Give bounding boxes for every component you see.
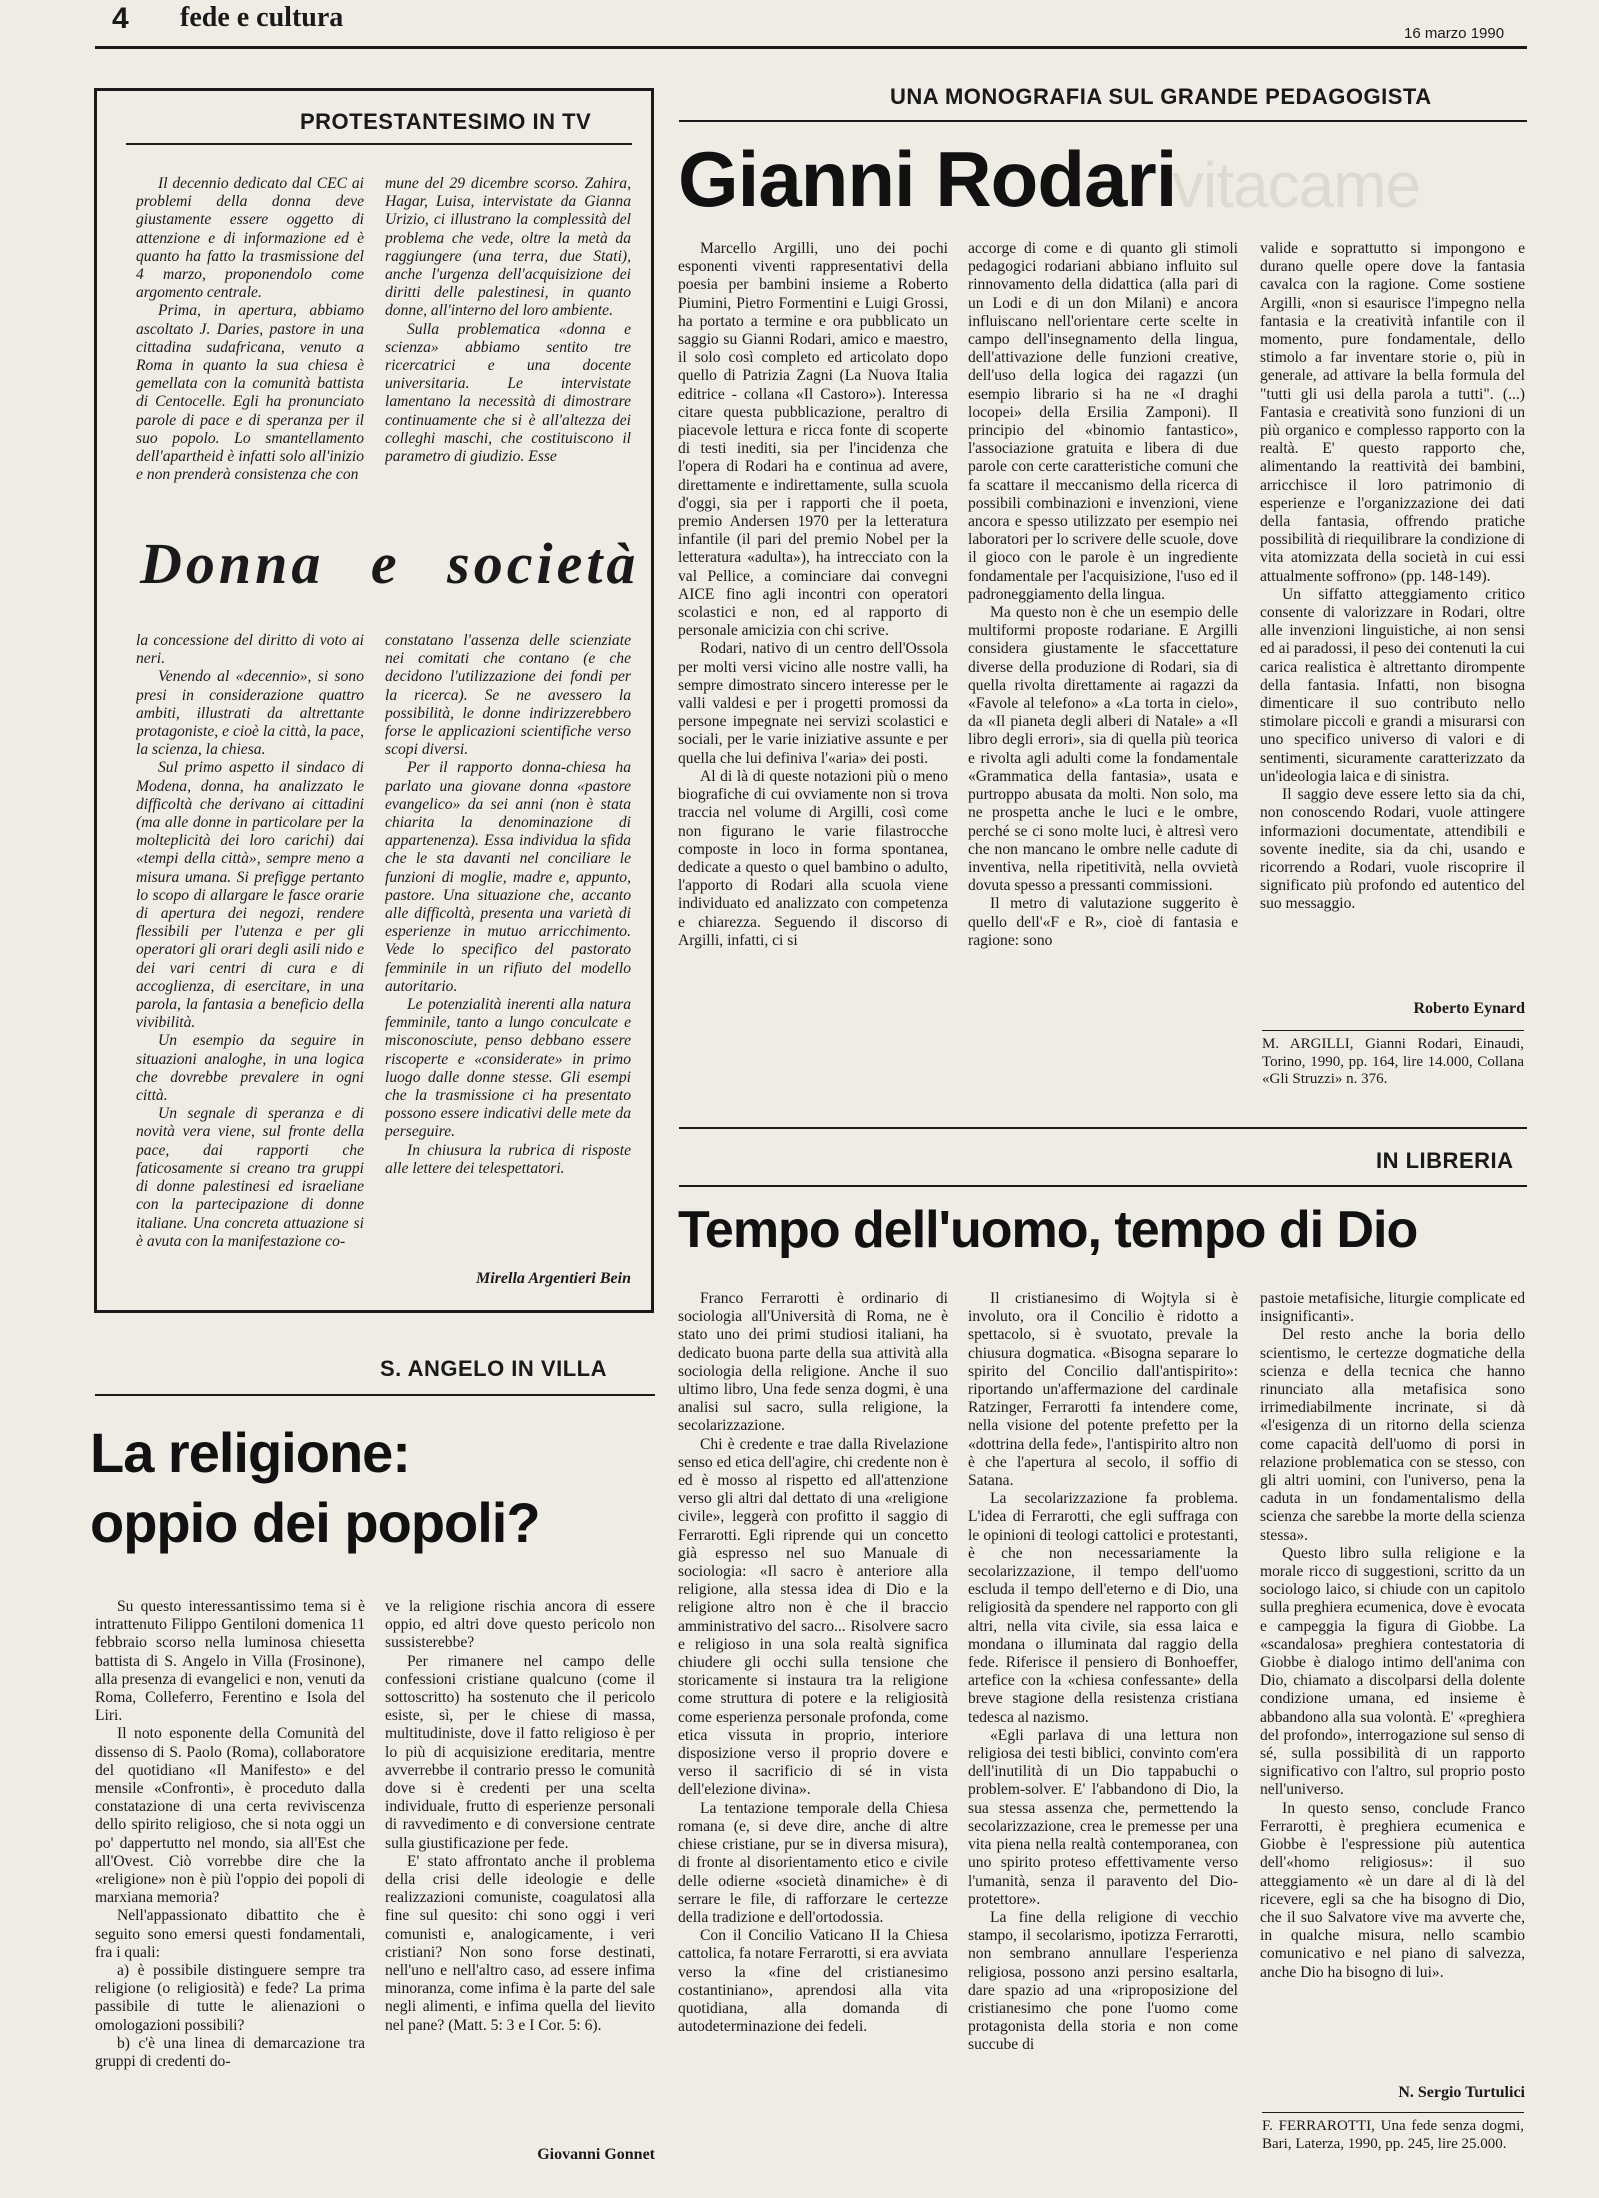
- paragraph: Del resto anche la boria dello scientismo, le certezze dogmatiche della scienza e della tecnica che hanno rinunciato alla metafisica sono irrimediabilmente incrinate, si dà «l'esigenza di un ritorno della scienza come capacità dell'uomo di porsi in relazione problematica con se stesso, con gli altri uomini, con l'universo, pena la caduta in un fondamentalismo della scienza che sarebbe la morte della scienza stessa».: [1260, 1326, 1525, 1544]
- paragraph: ve la religione rischia ancora di essere oppio, ed altri dove questo pericolo non sussisterebbe?: [385, 1598, 655, 1652]
- rodari-bottom-rule: [679, 1127, 1527, 1129]
- paragraph: Su questo interessantissimo tema si è intrattenuto Filippo Gentiloni domenica 11 febbraio scorso nella luminosa chiesetta battista di S. Angelo in Villa (Frosinone), alla presenza di evangelici e non, venuti da Roma, Colleferro, Ferentino e Isola del Liri.: [95, 1598, 365, 1725]
- section-title: fede e cultura: [180, 2, 344, 33]
- paragraph: Al di là di queste notazioni più o meno biografiche di cui ovviamente non si trova traccia nel volume di Argilli, così come non figurano le varie filastrocche composte in loco in forma spontanea, dedicate a questo o quel bambino o adulto, l'apporto di Rodari alla scuola viene individuato ed analizzato con competenza e chiarezza. Seguendo il discorso di Argilli, infatti, ci si: [678, 767, 948, 949]
- religione-col2: [385, 1598, 655, 2138]
- protestantesimo-headline: Donna e società: [140, 531, 640, 596]
- paragraph: E' stato affrontato anche il problema della crisi delle ideologie e delle realizzazioni comuniste, coagulatosi alla fine sul quesito: chi sono oggi i veri comunisti e, analogicamente, i veri cristiani? Non sono forse destinati, nell'uno e nell'altro caso, ad essere infima minoranza, come infima è la parte del sale negli alimenti, e infima quella del lievito nel pane? (Matt. 5: 3 e I Cor. 5: 6).: [385, 1852, 655, 2034]
- paragraph: Prima, in apertura, abbiamo ascoltato J. Daries, pastore in una cittadina sudafricana, venuto a Roma in quanto la sua chiesa è gemellata con la comunità battista di Centocelle. Egli ha pronunciato parole di pace e di speranza per il suo popolo. Lo smantellamento dell'apartheid è infatti solo all'inizio e non prenderà consistenza che con: [136, 302, 364, 484]
- tempo-col1: [678, 1290, 948, 2170]
- paragraph: valide e soprattutto si impongono e durano quelle opere dove la fantasia cavalca con la ragione. Come sostiene Argilli, «non si esaurisce l'impegno nella fantasia e la creatività infantile con il momento, pure fondamentale, dello stimolo a far inventare storie o, più in generale, ad attivare la bella formula del "tutti gli usi della parola a tutti". (...) Fantasia e creatività sono funzioni di un più organico e complesso rapporto con la realtà. E' questo rapporto che, alimentando la reattività dei bambini, arricchisce il loro patrimonio di esperienze e l'organizzazione dei dati della fantasia, offrendo pratiche possibilità di riequilibrare la condizione di vita atomizzata della società in cui essi attualmente soffrono» (pp. 148-149).: [1260, 240, 1525, 585]
- paragraph: Marcello Argilli, uno dei pochi esponenti viventi rappresentativi della poesia per bambini insieme a Roberto Piumini, Pietro Formentini e Luigi Grossi, ha portato a termine e ora pubblicato un saggio su Gianni Rodari, amico e maestro, il solo così completo ed articolato dopo quello di Patrizia Zagni (La Nuova Italia editrice - collana «Il Castoro»). Interessa citare questa pubblicazione, peraltro di piacevole lettura e ricca fonte di scoperte di testi inediti, sia per l'incidenza che l'opera di Rodari ha e continua ad avere, direttamente e indirettamente, sulla scuola d'oggi, sia per i rapporti che il poeta, premio Andersen 1970 per la letteratura infantile (il pari del premio Nobel per la letteratura «adulta»), ha intrecciato con la val Pellice, a cominciare dai convegni AICE fino agli incontri con operatori scolastici e non, ed al rapporto di personale amicizia con chi scrive.: [678, 240, 948, 640]
- paragraph: In chiusura la rubrica di risposte alle lettere dei telespettatori.: [385, 1141, 631, 1177]
- paragraph: Rodari, nativo di un centro dell'Ossola per molti versi vicino alle nostre valli, ha sempre dimostrato sincero interesse per le valli valdesi e per i progetti promossi da persone impegnate nei servizi scolastici e sociali, per le varie iniziative assunte e per quella che lui definiva l'«aria» dei posti.: [678, 640, 948, 767]
- tempo-bibl-rule: [1262, 2112, 1524, 2113]
- paragraph: Venendo al «decennio», si sono presi in considerazione quattro ambiti, illustrati da altrettante protagoniste, e cioè la città, la pace, la scienza, la chiesa.: [136, 668, 364, 759]
- religione-col1: [95, 1598, 365, 2158]
- paragraph: Nell'appassionato dibattito che è seguito sono emersi questi fondamentali, fra i quali:: [95, 1907, 365, 1961]
- paragraph: Un segnale di speranza e di novità vera viene, sul fronte della pace, dai rapporti che faticosamente si creano tra gruppi di donne palestinesi ed israeliane con la partecipazione di donne italiane. Una concreta attuazione si è avuta con la manifestazione co-: [136, 1105, 364, 1250]
- protestantesimo-col1-bottom: [136, 632, 364, 1292]
- paragraph: La secolarizzazione fa problema. L'idea di Ferrarotti, che egli suffraga con le opinioni di teologi cattolici e protestanti, è che non necessariamente la secolarizzazione, il tempo dell'uomo escluda il tempo dell'eterno e di Dio, una religiosità da spendere nel rapporto con gli altri, nella vita civile, sia essa laica e mondana o illuminata dal raggio della fede. Riferisce il pensiero di Bonhoeffer, artefice con la «chiesa confessante» della breve stagione della resistenza cristiana tedesca al nazismo.: [968, 1490, 1238, 1726]
- paragraph: Chi è credente e trae dalla Rivelazione senso ed etica dell'agire, chi credente non è ed è mosso al rispetto ed all'attenzione verso gli altri dal dettato di una «religione civile», leggerà con profitto il saggio di Ferrarotti. Egli riprende qui un concetto già espresso nel suo Manuale di sociologia: «Il sacro è anteriore alla religione, alla stessa idea di Dio e la religione altro non è che il braccio amministrativo del sacro... Risolvere sacro e religioso in una sola realtà significa chiudere gli occhi sulla tensione che storicamente si instaura tra la religione come struttura di potere e la religiosità come esperienza personale profonda, come etica vissuta in proprio, interiore disposizione verso il proprio dovere e verso il sacrificio di sé in vista dell'elezione divina».: [678, 1435, 948, 1799]
- tempo-signature: N. Sergio Turtulici: [1398, 2084, 1525, 2101]
- protestantesimo-col1-top: [136, 175, 364, 520]
- protestantesimo-signature: Mirella Argentieri Bein: [476, 1270, 631, 1287]
- paragraph: Franco Ferrarotti è ordinario di sociologia all'Università di Roma, ne è stato uno dei primi studiosi italiani, ha dedicato buona parte della sua attività alla sociologia della religione. Anche il suo ultimo libro, Una fede senza dogmi, è una analisi sul sacro, sulla religione, la secolarizzazione.: [678, 1290, 948, 1435]
- paragraph: La tentazione temporale della Chiesa romana (e, si deve dire, anche di altre chiese cristiane, pur se in diversa misura), di fronte al disorientamento etico e civile delle odierne «società dinamiche» è di serrare le file, di rafforzare le certezze della tradizione e dell'ortodossia.: [678, 1799, 948, 1926]
- tempo-kicker: IN LIBRERIA: [1376, 1148, 1514, 1173]
- paragraph: mune del 29 dicembre scorso. Zahira, Hagar, Luisa, intervistate da Gianna Urizio, ci illustrano la complessità del problema che vede, oltre la metà da raggiungere (una terra, due Stati), anche l'urgenza dell'acquisizione dei diritti delle palestinesi, in quanto donne, all'interno del loro ambiente.: [385, 175, 631, 320]
- paragraph: pastoie metafisiche, liturgie complicate ed insignificanti».: [1260, 1290, 1525, 1326]
- rodari-kicker: UNA MONOGRAFIA SUL GRANDE PEDAGOGISTA: [890, 84, 1432, 109]
- religione-headline-line1: La religione:: [90, 1421, 410, 1484]
- paragraph: «Egli parlava di una lettura non religiosa dei testi biblici, convinto com'era dell'inutilità di un Dio tappabuchi o problem-solver. E' l'abbandono di Dio, la sua stessa assenza che, permettendo la secolarizzazione, crea le premesse per una vita piena nella realtà contemporanea, con uno spirito proteso effettivamente verso l'umanità, senza il paravento del Dio-protettore».: [968, 1726, 1238, 1908]
- paragraph: constatano l'assenza delle scienziate nei comitati che contano (e che decidono l'utilizzazione dei fondi per la ricerca). Se ne avessero la possibilità, le donne indirizzerebbero forse le applicazioni scientifiche verso scopi diversi.: [385, 632, 631, 759]
- religione-kicker: S. ANGELO IN VILLA: [380, 1356, 607, 1381]
- page-number: 4: [112, 2, 129, 35]
- paragraph: la concessione del diritto di voto ai neri.: [136, 632, 364, 668]
- paragraph: Per rimanere nel campo delle confessioni cristiane qualcuno (come il sottoscritto) ha sostenuto che il pericolo esiste, sì, per le chiese di massa, multitudiniste, dove il fatto religioso è per lo più di acquisizione ereditaria, mentre avverrebbe il contrario presso le comunità dove si è credenti per una scelta individuale, frutto di esperienze personali di ravvedimento e di conversione centrate sulla giustificazione per fede.: [385, 1652, 655, 1852]
- paragraph: Il noto esponente della Comunità del dissenso di S. Paolo (Roma), collaboratore del quotidiano «Il Manifesto» e del mensile «Confronti», è proceduto dalla constatazione di una certa reviviscenza dello spirito religioso, che si nota oggi un po' dappertutto nel mondo, sia all'Est che all'Ovest. Ciò vorrebbe dire che la «religione» non è più l'oppio dei popoli di marxiana memoria?: [95, 1725, 365, 1907]
- rodari-signature: Roberto Eynard: [1413, 1000, 1525, 1017]
- religione-headline-line2: oppio dei popoli?: [90, 1491, 540, 1554]
- rodari-col1: [678, 240, 948, 1120]
- protestantesimo-col2-bottom: [385, 632, 631, 1262]
- paragraph: Con il Concilio Vaticano II la Chiesa cattolica, fa notare Ferrarotti, si era avviata verso la «fine del cristianesimo costantiniano», aprendosi alla vita quotidiana, alla domanda di autodeterminazione dei fedeli.: [678, 1927, 948, 2036]
- paragraph: Il metro di valutazione suggerito è quello dell'«F e R», cioè di fantasia e ragione: sono: [968, 895, 1238, 949]
- tempo-bibliography: F. FERRAROTTI, Una fede senza dogmi, Bari, Laterza, 1990, pp. 245, lire 25.000.: [1262, 2118, 1524, 2152]
- paragraph: Sul primo aspetto il sindaco di Modena, donna, ha analizzato le difficoltà che derivano ai cittadini (ma alle donne in particolare per la molteplicità dei loro carichi) dai «tempi della città», sempre meno a misura umana. Si prefigge pertanto lo scopo di allargare le fasce orarie di apertura dei negozi, rendere flessibili per l'utenza e per gli operatori gli orari degli asili nido e dei vari centri di cura e di accoglienza, di esercitare, in una parola, la fantasia a beneficio della vivibilità.: [136, 759, 364, 1032]
- tempo-kicker-rule: [679, 1185, 1527, 1187]
- paragraph: Il decennio dedicato dal CEC ai problemi della donna deve giustamente essere oggetto di attenzione e di informazione ed è quanto ha fatto la trasmissione del 4 marzo, proponendolo come argomento centrale.: [136, 175, 364, 302]
- protestantesimo-kicker-rule: [126, 143, 632, 145]
- rodari-ghost-text: vitacame: [1172, 149, 1421, 221]
- paragraph: Questo libro sulla religione e la morale ricco di suggestioni, scritto da un sociologo laico, si chiude con un capitolo sulla preghiera ecumenica, dove è evocata e campeggia la figura di Giobbe. La «scandalosa» preghiera contestatoria di Giobbe è dialogo intimo dell'anima con Dio, chiamato a discolparsi della dolente condizione umana, ed insieme è abbandono alla sua volontà. E' «preghiera del profondo», interrogazione sul senso di sé, sulla possibilità di un rapporto significativo con l'altro, sul proprio posto nell'universo.: [1260, 1544, 1525, 1799]
- tempo-col3: [1260, 1290, 1525, 2080]
- paragraph: accorge di come e di quanto gli stimoli pedagogici rodariani abbiano influito sul rinnovamento della didattica (alla pari di un Lodi e di un don Milani) e ancora influiscano nell'orientare certe scelte in campo dell'insegnamento della lingua, dell'attivazione delle funzioni creative, dell'uso della logica dei ragazzi (un esempio librario si ha ne «I draghi locopei» della Ersilia Zamponi). Il principio del «binomio fantastico», l'associazione gratuita e libera di due parole con certe caratteristiche comuni che fa scattare il meccanismo della ricerca di possibili combinazioni e invenzioni, viene ancora e spesso utilizzato per esempio nei laboratori per lo scrivere delle scuole, dove il gioco con le parole è un ingrediente fondamentale per l'acquisizione, l'uso ed il padroneggiamento della lingua.: [968, 240, 1238, 603]
- tempo-headline: Tempo dell'uomo, tempo di Dio: [678, 1201, 1418, 1259]
- paragraph: Un esempio da seguire in situazioni analoghe, in una logica che dovrebbe prevalere in ogni città.: [136, 1032, 364, 1105]
- rodari-col3: [1260, 240, 1525, 1000]
- protestantesimo-kicker: PROTESTANTESIMO IN TV: [300, 109, 592, 134]
- rodari-headline: Gianni Rodari: [678, 135, 1177, 223]
- paragraph: Il saggio deve essere letto sia da chi, non conoscendo Rodari, vuole attingere informazioni documentate, attendibili e sovente inedite, sia da chi, usando e ricorrendo a Rodari, vuole riscoprire il significato più profondo ed autentico del suo messaggio.: [1260, 786, 1525, 913]
- paragraph: In questo senso, conclude Franco Ferrarotti, è preghiera ecumenica e Giobbe è l'espressione più autentica dell'«homo religiosus»: il suo atteggiamento «è un dare al di là del ricevere, egli sa che ha bisogno di Dio, che il suo Salvatore vive ma avverte che, in qualche misura, nello scambio comunicativo e nel piano di salvezza, anche Dio ha bisogno di lui».: [1260, 1799, 1525, 1981]
- religione-signature: Giovanni Gonnet: [537, 2146, 655, 2163]
- rodari-col2: [968, 240, 1238, 1120]
- paragraph: a) è possibile distinguere sempre tra religione (o religiosità) e fede? La prima passibile di tutte le alienazioni o omologazioni possibili?: [95, 1962, 365, 2034]
- paragraph: Ma questo non è che un esempio delle multiformi proposte rodariane. E Argilli considera giustamente le sfaccettature diverse della produzione di Rodari, sia di quella rivolta direttamente ai ragazzi da «Favole al telefono» a «La torta in cielo», da «Il pianeta degli alberi di Natale» a «Il libro degli errori», sia di quella più teorica e rivolta agli adulti come la fondamentale «Grammatica della fantasia», usata e purtroppo abusata da molti. Non solo, ma ne prospetta anche le luci e le ombre, perché se ci sono molte luci, è altresì vero che non mancano le ombre nelle cadute di inventiva, nella ripetitività, nella ovvietà dovuta spesso a pressanti commissioni.: [968, 604, 1238, 895]
- paragraph: Sulla problematica «donna e scienza» abbiamo sentito tre ricercatrici e una docente universitaria. Le intervistate lamentano la necessità di dimostrare continuamente che si è all'altezza dei colleghi maschi, che costituiscono il parametro di giudizio. Esse: [385, 320, 631, 466]
- paragraph: La fine della religione di vecchio stampo, il secolarismo, ipotizza Ferrarotti, non sembrano annullare l'esperienza religiosa, possono anzi persino esaltarla, dare spazio ad una «riproposizione del cristianesimo che pone l'uomo come protagonista della storia e non come succube di: [968, 1908, 1238, 2054]
- protestantesimo-col2-top: [385, 175, 631, 520]
- masthead-rule: [95, 46, 1527, 49]
- paragraph: b) c'è una linea di demarcazione tra gruppi di credenti do-: [95, 2034, 365, 2071]
- rodari-bibliography: M. ARGILLI, Gianni Rodari, Einaudi, Torino, 1990, pp. 164, lire 14.000, Collana «Gli Struzzi» n. 376.: [1262, 1036, 1524, 1087]
- paragraph: Un siffatto atteggiamento critico consente di valorizzare in Rodari, oltre alle invenzioni linguistiche, ai non sensi ed ai paradossi, il peso dei contenuti la cui carica realistica è altrettanto dirompente della fantasia. Infatti, non bisogna dimenticare il suo contributo nello stimolare piccoli e grandi a misurarsi con uno specifico universo di valori e di sentimenti, sicuramente caratterizzato da un'ideologia laica e di sinistra.: [1260, 585, 1525, 785]
- paragraph: Le potenzialità inerenti alla natura femminile, tanto a lungo conculcate e misconosciute, penso debbano essere riscoperte e «considerate» in primo luogo dalle donne stesse. Gli esempi che la trasmissione ci ha presentato possono essere indicativi delle mete da perseguire.: [385, 996, 631, 1141]
- tempo-col2: [968, 1290, 1238, 2170]
- paragraph: Il cristianesimo di Wojtyla si è involuto, ora il Concilio è ridotto a spettacolo, si è svuotato, prevale la chiusura dogmatica. «Bisogna separare lo spirito del Concilio dall'antispirito»: riportando un'affermazione del cardinale Ratzinger, Ferrarotti fa intendere come, nella visione del potente prefetto per la «dottrina della fede», l'antispirito altro non è che l'apertura al secolo, il soffio di Satana.: [968, 1290, 1238, 1490]
- issue-date: 16 marzo 1990: [1404, 25, 1505, 42]
- religione-kicker-rule: [95, 1394, 655, 1396]
- paragraph: Per il rapporto donna-chiesa ha parlato una giovane donna «pastore evangelico» da sei anni (non è stata chiarita la denominazione di appartenenza). Essa individua la sfida che le sta davanti nel conciliare le funzioni di moglie, madre e, appunto, pastore. Una situazione che, accanto alle difficoltà, presenta una varietà di esperienze in mutuo arricchimento. Vede lo specifico del pastorato femminile in un rifiuto del modello autoritario.: [385, 759, 631, 995]
- rodari-kicker-rule: [679, 120, 1527, 122]
- rodari-bibl-rule: [1262, 1030, 1524, 1031]
